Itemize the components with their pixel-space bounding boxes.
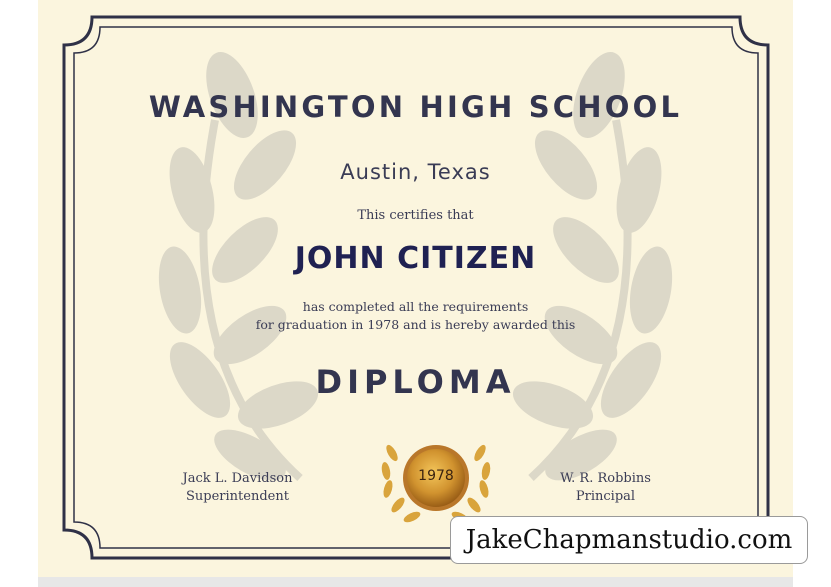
signatory-right (528, 470, 683, 506)
signatory-left (160, 470, 315, 506)
seal-year: 1978 (418, 468, 454, 484)
recipient-name: JOHN CITIZEN (294, 241, 537, 276)
signatory-left-title: Superintendent (186, 489, 289, 504)
gold-seal (376, 433, 496, 528)
signatory-right-title: Principal (575, 489, 636, 504)
signatory-left-name: Jack L. Davidson (182, 471, 293, 486)
school-name: WASHINGTON HIGH SCHOOL (148, 90, 683, 124)
award-title: DIPLOMA (315, 363, 516, 401)
requirements-line-1: has completed all the requirements (302, 299, 529, 314)
watermark-label: JakeChapmanstudio.com (450, 516, 808, 564)
signatory-right-name: W. R. Robbins (560, 471, 651, 486)
school-location: Austin, Texas (340, 160, 491, 184)
requirements-line-2: for graduation in 1978 and is hereby awarded this (255, 317, 576, 332)
certifies-text: This certifies that (357, 208, 474, 223)
